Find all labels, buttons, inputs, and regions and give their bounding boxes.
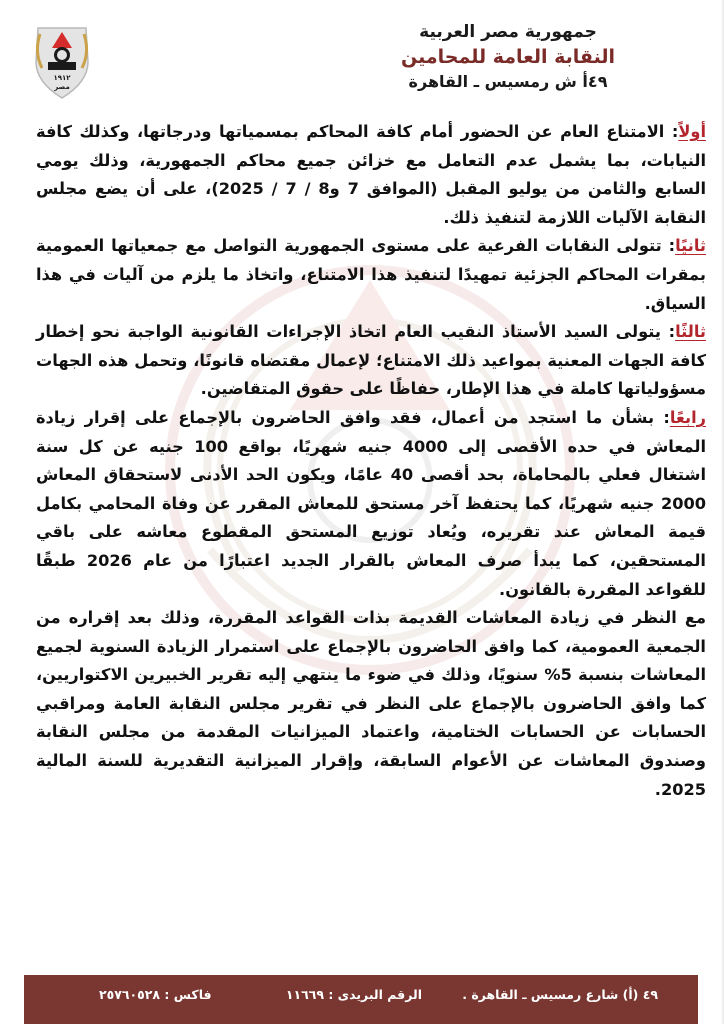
letterhead: [358, 20, 658, 94]
paragraph-first: [36, 118, 706, 232]
paragraph-lead: ثانيًا: [675, 236, 706, 256]
paragraph-text: : تتولى النقابات الفرعية على مستوى الجمهورية التواصل مع جمعياتها العمومية بمقرات المحاكم الجزئية تمهيدًا لتنفيذ هذا الامتناع، واتخاذ ما يلزم من آليات في هذا السياق.: [36, 236, 706, 313]
footer-address: ٤٩ (أ) شارع رمسيس ـ القاهرة .: [462, 987, 658, 1002]
paragraph-text: : الامتناع العام عن الحضور أمام كافة المحاكم بمسمياتها ودرجاتها، وكذلك كافة النيابات، بما يشمل عدم التعامل مع خزائن جميع محاكم الجمهورية، وذلك يومي السابع والثامن من يوليو المقبل (الموافق 7 و8 / 7 / 2025)، على أن يضع مجلس النقابة الآليات اللازمة لتنفيذ ذلك.: [36, 122, 707, 227]
paragraph-text: مع النظر في زيادة المعاشات القديمة بذات القواعد المقررة، وذلك بعد إقراره من الجمعية العمومية، كما وافق الحاضرون بالإجماع على استمرار الزيادة السنوية لجميع المعاشات بنسبة 5% سنويًا، وذلك في ضوء ما ينتهي إليه تقرير الخبيرين الاكتواريين، كما وافق الحاضرون بالإجماع على النظر في تقرير مجلس النقابة العامة ومراقبي الحسابات عن الحسابات الختامية، واعتماد الميزانيات المقدمة من مجلس النقابة وصندوق المعاشات عن الأعوام السابقة، وإقرار الميزانية التقديرية للسنة المالية 2025.: [36, 608, 707, 799]
paragraph-lead: رابعًا: [669, 407, 706, 427]
header-organization: النقابة العامة للمحامين: [401, 46, 615, 68]
footer-bar: [24, 975, 698, 1024]
svg-text:مصر: مصر: [54, 83, 70, 91]
document-body: [36, 118, 706, 804]
footer-postal-code: الرقم البريدى : ١١٦٦٩: [285, 987, 422, 1002]
paragraph-lead: ثالثًا: [675, 322, 706, 342]
paragraph-lead: أولاً: [678, 122, 706, 141]
paragraph-text: : يتولى السيد الأستاذ النقيب العام اتخاذ الإجراءات القانونية الواجبة نحو إخطار كافة الجهات المعنية بمواعيد ذلك الامتناع؛ لإعمال مقتضاه قانونًا، وتحمل هذه الجهات مسؤولياتها كاملة في هذا الإطار، حفاظًا على حقوق المتقاضين.: [36, 322, 706, 399]
paragraph-fourth: [36, 404, 706, 604]
paragraph-third: [36, 318, 706, 404]
bar-association-logo: [30, 22, 94, 100]
paragraph-text: : بشأن ما استجد من أعمال، فقد وافق الحاضرون بالإجماع على إقرار زيادة المعاش في حده الأقصى إلى 4000 جنيه شهريًا، بواقع 100 جنيه عن كل سنة اشتغال فعلي بالمحاماة، بحد أقصى 40 عامًا، ويكون الحد الأدنى لاستحقاق المعاش 2000 جنيه شهريًا، كما يحتفظ آخر مستحق للمعاش المقرر عن وفاة المحامي بكامل قيمة المعاش عند تقريره، ويُعاد توزيع المستحق المقطوع معاشه على باقي المستحقين، كما يبدأ صرف المعاش بالقرار الجديد اعتبارًا من عام 2026 طبقًا للقواعد المقررة بالقانون.: [36, 407, 706, 599]
header-country: جمهورية مصر العربية: [419, 22, 597, 42]
footer-fax: فاكس : ٢٥٧٦٠٥٢٨: [99, 987, 212, 1002]
paragraph-second: [36, 232, 706, 318]
svg-text:١٩١٢: ١٩١٢: [53, 74, 71, 82]
paragraph-continuation: [36, 604, 706, 804]
header-address: ٤٩أ ش رمسيس ـ القاهرة: [408, 72, 608, 91]
